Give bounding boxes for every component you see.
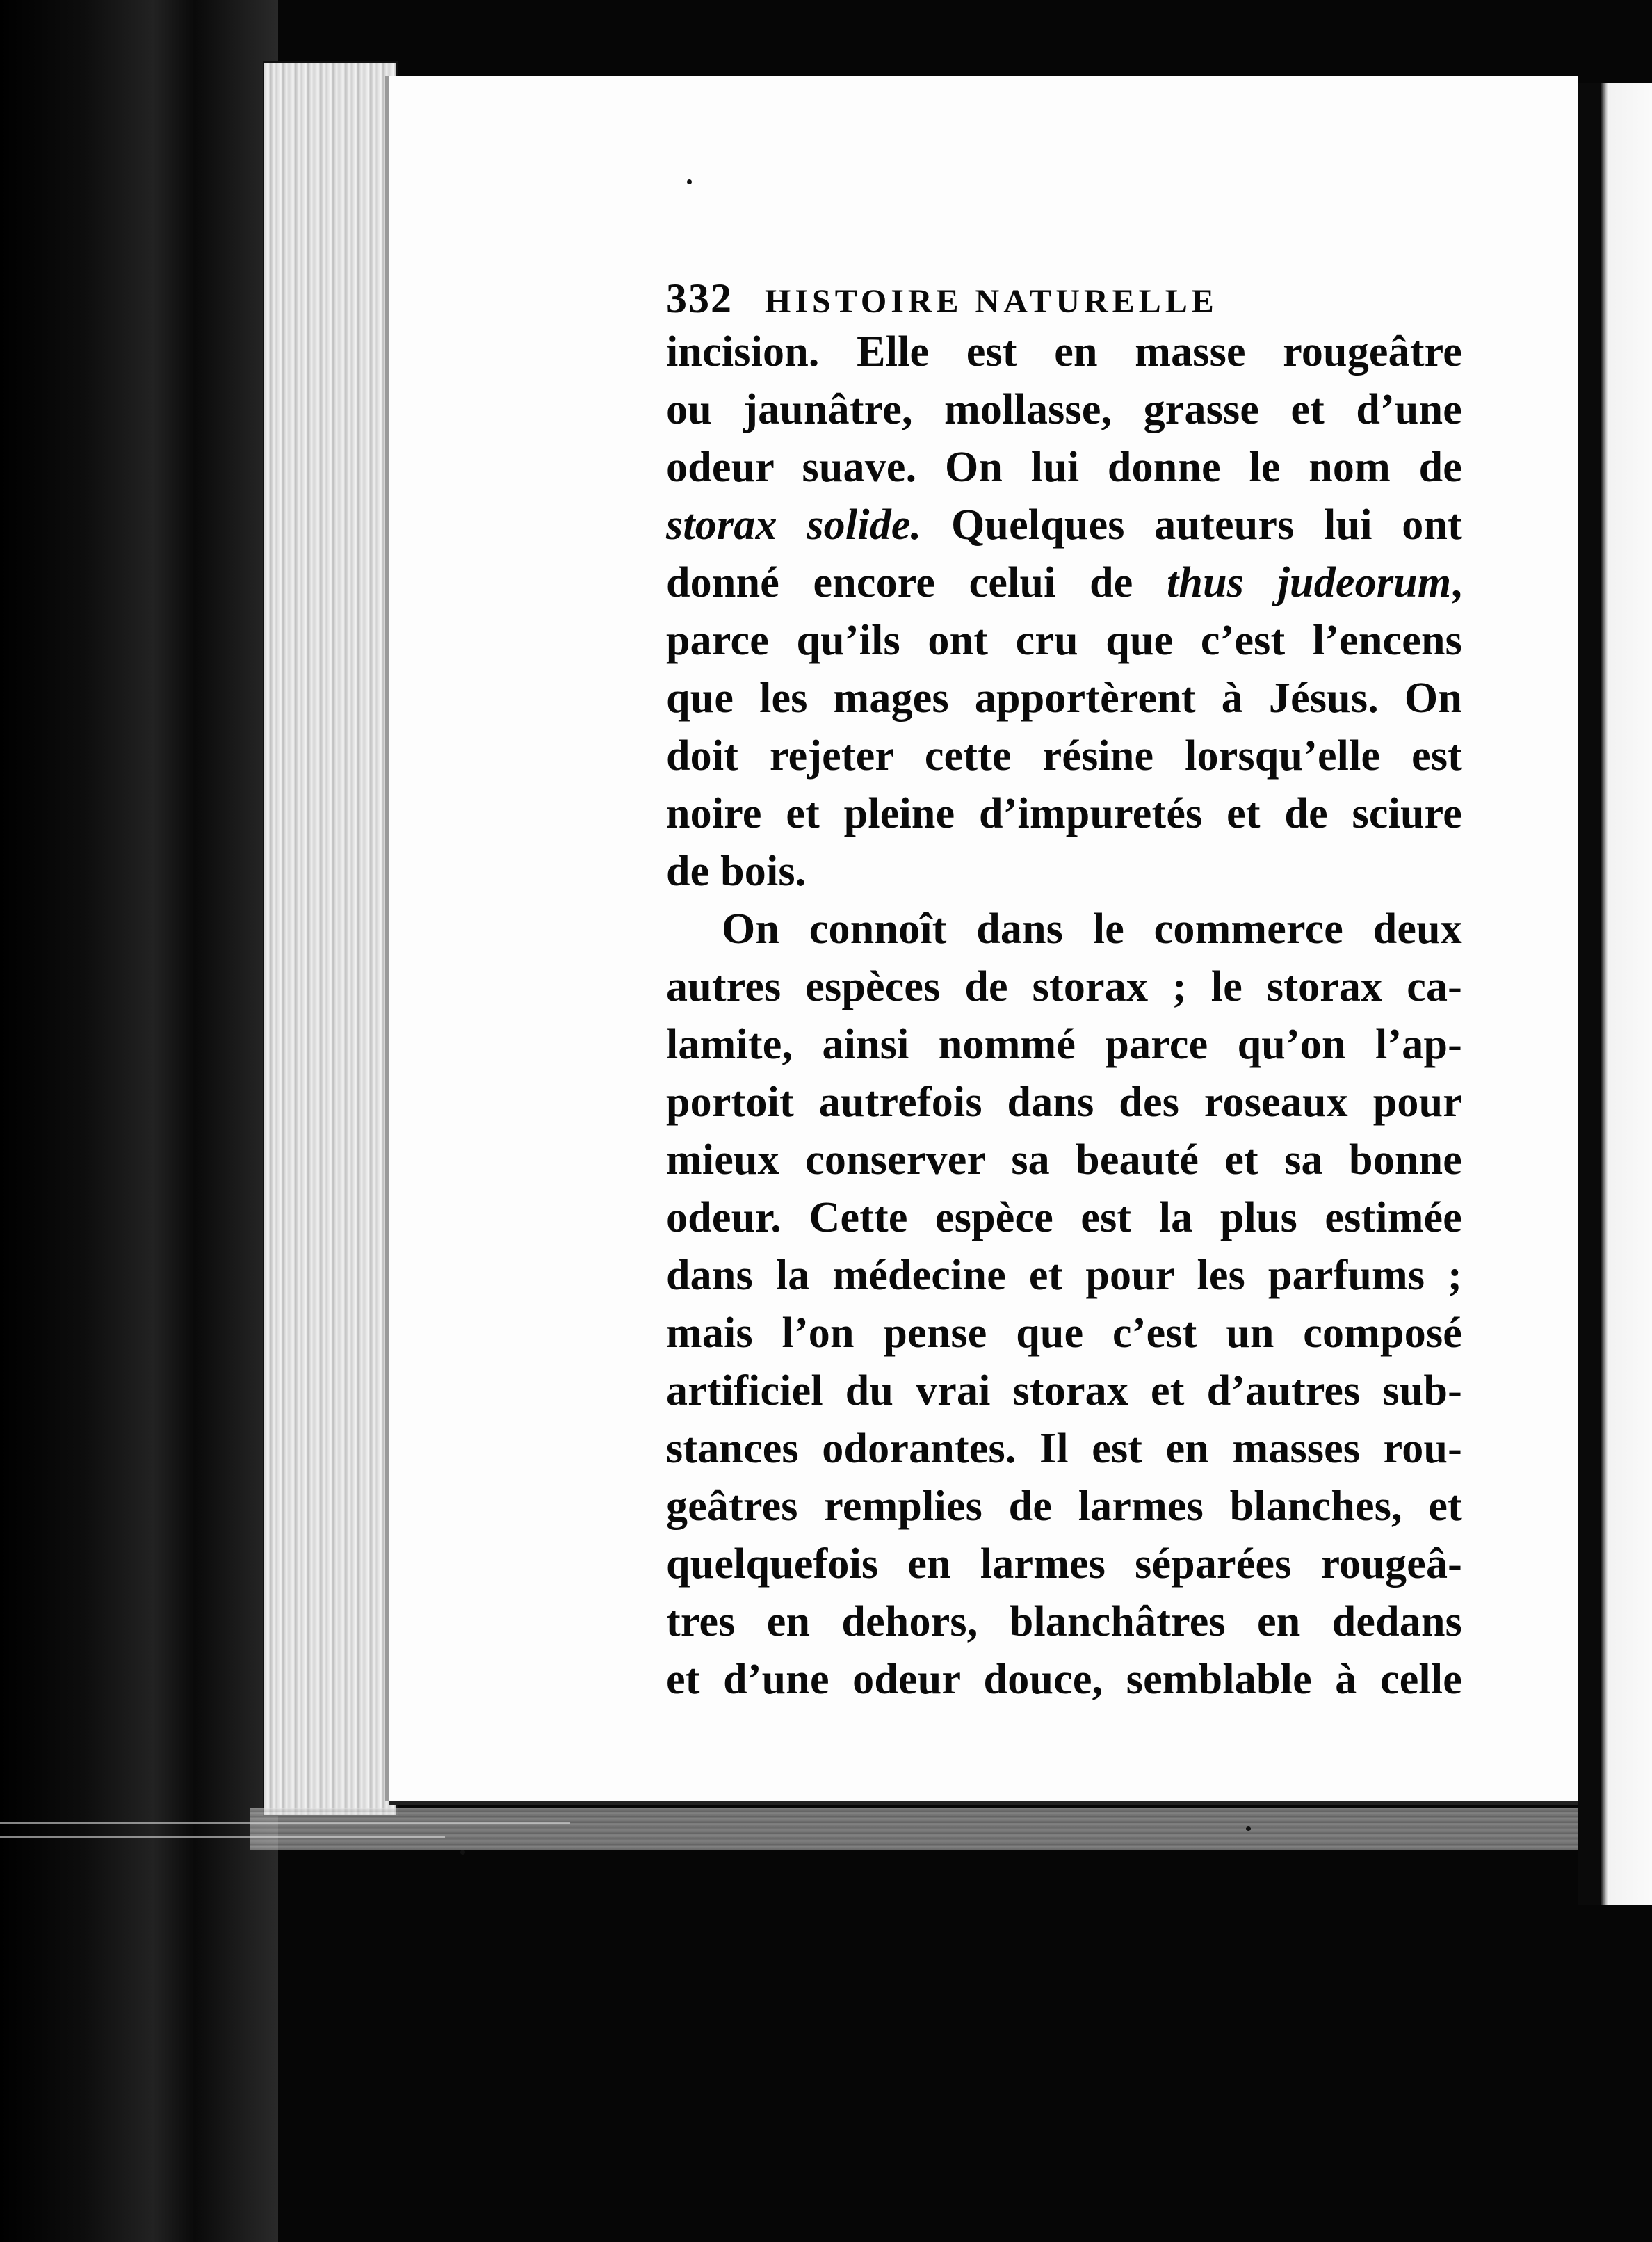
running-head xyxy=(666,275,1462,323)
text-line: mieux conserver sa beauté et sa bonne xyxy=(666,1136,1462,1184)
text-line: quelquefois en larmes séparées rougeâ- xyxy=(666,1540,1462,1588)
text-line: autres espèces de storax ; le storax ca- xyxy=(666,963,1462,1010)
text-line: tres en dehors, blanchâtres en dedans xyxy=(666,1598,1462,1645)
dust-speck xyxy=(1246,1826,1251,1831)
text-line: portoit autrefois dans des roseaux pour xyxy=(666,1079,1462,1126)
text-line: geâtres remplies de larmes blanches, et xyxy=(666,1483,1462,1530)
page-edges xyxy=(264,63,396,1815)
text-line: que les mages apportèrent à Jésus. On xyxy=(666,675,1462,722)
page-number: 332 xyxy=(666,275,733,321)
running-title: HISTOIRE NATURELLE xyxy=(765,283,1218,320)
text-line: artificiel du vrai storax et d’autres sub- xyxy=(666,1367,1462,1414)
dust-speck xyxy=(687,179,692,184)
text-line: storax solide. Quelques auteurs lui ont xyxy=(666,501,1462,549)
text-line: lamite, ainsi nommé parce qu’on l’ap- xyxy=(666,1021,1462,1068)
facing-page-edge xyxy=(1578,83,1652,1905)
italic-term: storax solide. xyxy=(666,501,922,549)
text-line: ou jaunâtre, mollasse, grasse et d’une xyxy=(666,386,1462,433)
dust-speck xyxy=(460,1850,465,1855)
book-spine xyxy=(0,0,278,2242)
text-line: noire et pleine d’impuretés et de sciure xyxy=(666,790,1462,837)
text-line: doit rejeter cette résine lorsqu’elle est xyxy=(666,732,1462,780)
text-line: incision. Elle est en masse rougeâtre xyxy=(666,328,1462,376)
text-line: stances odorantes. Il est en masses rou- xyxy=(666,1425,1462,1472)
scan-artifact-line xyxy=(0,1822,570,1824)
page-text xyxy=(666,275,1462,1709)
text-line: de bois. xyxy=(666,848,807,895)
text-line: mais l’on pense que c’est un composé xyxy=(666,1309,1462,1357)
text-line: parce qu’ils ont cru que c’est l’encens xyxy=(666,617,1462,664)
paragraph-1 xyxy=(666,323,1462,901)
paragraph-2 xyxy=(666,901,1462,1709)
text-line: dans la médecine et pour les parfums ; xyxy=(666,1252,1462,1299)
text-line: odeur suave. On lui donne le nom de xyxy=(666,444,1462,491)
bottom-page-edge xyxy=(250,1808,1585,1850)
text-line: et d’une odeur douce, semblable à celle xyxy=(666,1656,1462,1703)
text-line: odeur. Cette espèce est la plus estimée xyxy=(666,1194,1462,1241)
scan-artifact-line xyxy=(0,1836,445,1838)
text-line: donné encore celui de thus judeorum, xyxy=(666,559,1462,606)
italic-term: thus judeorum xyxy=(1167,559,1452,606)
text-line: On connoît dans le commerce deux xyxy=(722,905,1462,953)
